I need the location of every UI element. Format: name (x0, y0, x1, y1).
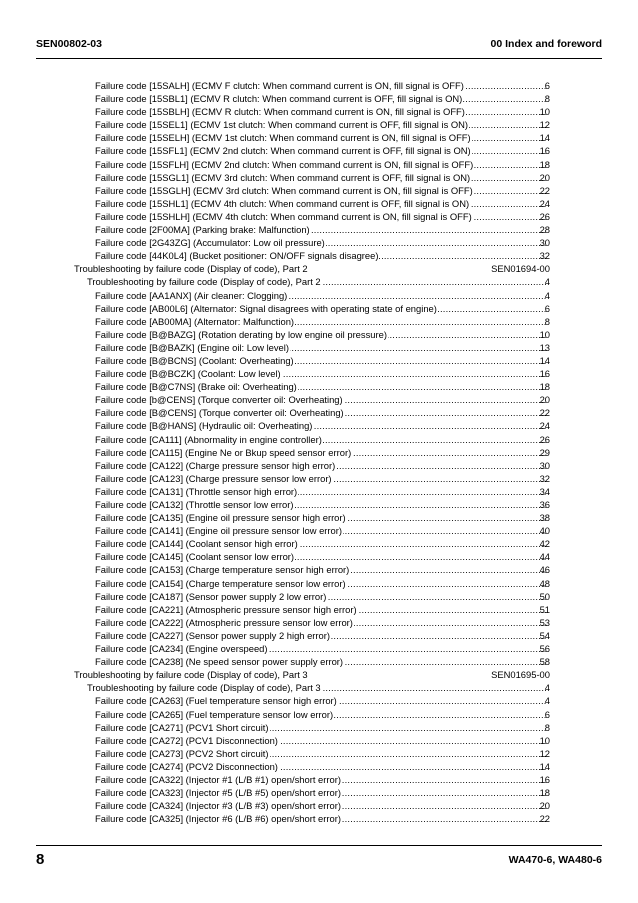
toc-entry[interactable] (0, 354, 638, 367)
toc-entry[interactable] (0, 92, 638, 105)
toc-page-number: 6 (544, 302, 550, 314)
toc-page-number: 12 (539, 747, 550, 759)
toc-entry[interactable] (0, 380, 638, 393)
toc-entry[interactable] (0, 223, 638, 236)
toc-entry[interactable] (0, 773, 638, 786)
toc-page-number: 14 (539, 132, 550, 144)
toc-page-number: 26 (539, 433, 550, 445)
toc-entry[interactable] (0, 642, 638, 655)
toc-page-number: 48 (539, 577, 550, 589)
toc-entry-label: Failure code [CA154] (Charge temperature sensor low error) (95, 577, 346, 589)
toc-entry-label: Failure code [15SGL1] (ECMV 3rd clutch: When command current is OFF, fill signal is ON) (95, 171, 471, 183)
toc-entry-label: Failure code [B@CENS] (Torque converter oil: Overheating) (95, 407, 344, 419)
toc-entry-label: Failure code [CA324] (Injector #3 (L/B #3) open/short error) (95, 800, 341, 812)
toc-entry[interactable] (0, 799, 638, 812)
toc-page-number: 36 (539, 499, 550, 510)
toc-entry[interactable] (0, 184, 638, 197)
toc-page-number: 20 (539, 394, 550, 406)
toc-page-number: 16 (539, 145, 550, 157)
toc-entry-label: Failure code [15SFLH] (ECMV 2nd clutch: When command current is ON, fill signal is OFF) (95, 158, 474, 170)
toc-entry[interactable] (0, 236, 638, 249)
toc-page-number: 8 (544, 93, 550, 105)
toc-page-number: 20 (539, 171, 550, 183)
toc-entry[interactable] (0, 105, 638, 118)
toc-page-number: 13 (539, 341, 550, 353)
toc-page-number: 14 (539, 760, 550, 772)
toc-entry[interactable] (0, 197, 638, 210)
toc-entry-label: Failure code [15SHL1] (ECMV 4th clutch: When command current is OFF, fill signal is ON) (95, 197, 470, 209)
toc-entry-label: Failure code [CA227] (Sensor power supply 2 high error) (95, 629, 331, 641)
toc-page-number: 34 (539, 485, 550, 497)
toc-entry-label: Failure code [CA322] (Injector #1 (L/B #1) open/short error) (95, 773, 341, 785)
toc-entry-label: Failure code [CA274] (PCV2 Disconnection) (95, 760, 278, 772)
toc-entry-label: Failure code [CA135] (Engine oil pressure sensor high error) (95, 512, 346, 524)
toc-entry-label: Failure code [CA273] (PCV2 Short circuit) (95, 747, 269, 759)
toc-entry-label: Troubleshooting by failure code (Display of code), Part 3 (74, 669, 308, 681)
toc-entry-label: Failure code [CA115] (Engine Ne or Bkup speed sensor error) (95, 446, 352, 458)
toc-page-number: 4 (544, 682, 550, 694)
toc-entry[interactable] (0, 590, 638, 603)
toc-page-number: 24 (539, 197, 550, 209)
toc-entry[interactable] (0, 655, 638, 668)
toc-entry[interactable] (0, 694, 638, 707)
toc-entry[interactable] (0, 681, 638, 694)
toc-page-number: 10 (539, 106, 550, 118)
toc-entry-label: Failure code [B@HANS] (Hydraulic oil: Overheating) (95, 420, 313, 432)
toc-page-number: 42 (539, 538, 550, 550)
toc-entry[interactable] (0, 79, 638, 92)
toc-entry-label: Failure code [15SBL1] (ECMV R clutch: When command current is OFF, fill signal is ON) (95, 93, 463, 105)
toc-entry-label: Troubleshooting by failure code (Display of code), Part 2 (87, 276, 321, 288)
toc-document-code: SEN01695-00 (491, 669, 550, 681)
toc-entry-label: Failure code [15SBLH] (ECMV R clutch: When command current is ON, fill signal is OFF) (95, 106, 465, 118)
toc-entry[interactable] (0, 721, 638, 734)
toc-entry-label: Failure code [B@BAZK] (Engine oil: Low level) (95, 341, 289, 353)
toc-entry-label: Failure code [CA265] (Fuel temperature sensor low error) (95, 708, 334, 720)
toc-entry[interactable] (0, 603, 638, 616)
toc-page-number: 22 (539, 813, 550, 825)
toc-entry-label: Failure code [CA325] (Injector #6 (L/B #6) open/short error) (95, 813, 341, 825)
toc-entry-label: Failure code [15SGLH] (ECMV 3rd clutch: When command current is ON, fill signal is OFF) (95, 184, 473, 196)
toc-entry[interactable] (0, 433, 638, 446)
table-of-contents (0, 79, 638, 825)
toc-page-number: 38 (539, 512, 550, 524)
toc-entry[interactable] (0, 275, 638, 288)
toc-entry-label: Failure code [CA153] (Charge temperature sensor high error) (95, 564, 350, 576)
toc-entry[interactable] (0, 616, 638, 629)
toc-entry[interactable] (0, 131, 638, 144)
toc-entry[interactable] (0, 315, 638, 328)
toc-entry[interactable] (0, 786, 638, 799)
toc-section-entry[interactable] (0, 668, 638, 681)
toc-entry-label: Failure code [CA122] (Charge pressure sensor high error) (95, 459, 336, 471)
toc-entry-label: Failure code [CA111] (Abnormality in engine controller) (95, 433, 322, 445)
toc-entry-label: Failure code [CA272] (PCV1 Disconnection) (95, 734, 278, 746)
toc-entry-label: Failure code [CA271] (PCV1 Short circuit) (95, 721, 269, 733)
toc-page-number: 4 (544, 289, 550, 301)
toc-page-number: 8 (544, 721, 550, 733)
toc-entry[interactable] (0, 367, 638, 380)
toc-entry[interactable] (0, 158, 638, 171)
toc-page-number: 44 (539, 551, 550, 563)
toc-entry-label: Failure code [15SALH] (ECMV F clutch: When command current is ON, fill signal is OFF) (95, 80, 464, 91)
toc-page-number: 29 (539, 446, 550, 458)
toc-entry[interactable] (0, 393, 638, 406)
toc-entry[interactable] (0, 210, 638, 223)
toc-page-number: 22 (539, 184, 550, 196)
page-header (36, 36, 602, 52)
toc-entry-label: Failure code [2G43ZG] (Accumulator: Low oil pressure) (95, 237, 325, 249)
toc-entry[interactable] (0, 550, 638, 563)
toc-page-number: 16 (539, 368, 550, 380)
toc-entry-label: Failure code [CA222] (Atmospheric pressure sensor low error) (95, 616, 353, 628)
toc-entry[interactable] (0, 144, 638, 157)
toc-entry-label: Failure code [CA323] (Injector #5 (L/B #5) open/short error) (95, 787, 341, 799)
toc-page-number: 14 (539, 354, 550, 366)
toc-entry-label: Failure code [CA131] (Throttle sensor high error) (95, 485, 298, 497)
toc-page-number: 10 (539, 734, 550, 746)
toc-page-number: 30 (539, 237, 550, 249)
document-id: SEN00802-03 (36, 38, 102, 50)
toc-entry-label: Failure code [AB00MA] (Alternator: Malfunction) (95, 315, 295, 327)
toc-entry[interactable] (0, 537, 638, 550)
toc-entry-label: Failure code [B@BCZK] (Coolant: Low level) (95, 368, 281, 380)
toc-document-code: SEN01694-00 (491, 263, 550, 275)
toc-page-number: 6 (544, 708, 550, 720)
toc-entry[interactable] (0, 708, 638, 721)
toc-entry-label: Failure code [CA145] (Coolant sensor low error) (95, 551, 295, 563)
toc-page-number: 16 (539, 773, 550, 785)
toc-page-number: 58 (539, 656, 550, 668)
toc-page-number: 10 (539, 328, 550, 340)
toc-entry[interactable] (0, 118, 638, 131)
toc-page-number: 8 (544, 315, 550, 327)
toc-entry[interactable] (0, 249, 638, 262)
toc-page-number: 4 (544, 695, 550, 707)
header-rule (36, 58, 602, 59)
toc-entry-label: Troubleshooting by failure code (Display of code), Part 3 (87, 682, 321, 694)
toc-entry[interactable] (0, 577, 638, 590)
toc-entry[interactable] (0, 419, 638, 432)
toc-entry[interactable] (0, 498, 638, 511)
toc-entry[interactable] (0, 511, 638, 524)
toc-page-number: 54 (539, 629, 550, 641)
toc-section-entry[interactable] (0, 262, 638, 275)
toc-page-number: 18 (539, 787, 550, 799)
toc-page-number: 50 (539, 590, 550, 602)
toc-entry-label: Failure code [B@BAZG] (Rotation derating by low engine oil pressure) (95, 328, 387, 340)
toc-page-number: 24 (539, 420, 550, 432)
toc-entry-label: Failure code [15SHLH] (ECMV 4th clutch: When command current is ON, fill signal is OFF) (95, 210, 472, 222)
toc-entry-label: Failure code [CA263] (Fuel temperature sensor high error) (95, 695, 337, 707)
toc-entry[interactable] (0, 747, 638, 760)
toc-page-number: 28 (539, 224, 550, 236)
toc-entry-label: Failure code [CA123] (Charge pressure sensor low error) (95, 472, 332, 484)
toc-entry-label: Failure code [CA221] (Atmospheric pressure sensor high error) (95, 603, 357, 615)
toc-page-number: 20 (539, 800, 550, 812)
toc-entry-label: Failure code [15SFL1] (ECMV 2nd clutch: When command current is OFF, fill signal is ON) (95, 145, 471, 157)
toc-entry-label: Failure code [B@C7NS] (Brake oil: Overheating) (95, 381, 297, 393)
toc-entry[interactable] (0, 812, 638, 825)
toc-entry-label: Failure code [AB00L6] (Alternator: Signal disagrees with operating state of engine) (95, 302, 437, 314)
model-names: WA470-6, WA480-6 (508, 854, 602, 866)
toc-entry[interactable] (0, 328, 638, 341)
toc-page-number: 53 (539, 616, 550, 628)
toc-entry[interactable] (0, 302, 638, 315)
toc-page-number: 18 (539, 381, 550, 393)
toc-entry[interactable] (0, 760, 638, 773)
toc-entry[interactable] (0, 459, 638, 472)
toc-page-number: 4 (544, 276, 550, 288)
toc-entry[interactable] (0, 524, 638, 537)
toc-entry[interactable] (0, 289, 638, 302)
toc-page-number: 46 (539, 564, 550, 576)
toc-entry[interactable] (0, 734, 638, 747)
toc-entry[interactable] (0, 406, 638, 419)
page-footer (36, 851, 602, 871)
toc-page-number: 26 (539, 210, 550, 222)
toc-page-number: 18 (539, 158, 550, 170)
toc-page-number: 32 (539, 250, 550, 262)
toc-entry-label: Failure code [b@CENS] (Torque converter oil: Overheating) (95, 394, 343, 406)
footer-rule (36, 845, 602, 846)
toc-page-number: 30 (539, 459, 550, 471)
toc-entry-label: Failure code [CA132] (Throttle sensor low error) (95, 499, 294, 510)
toc-page-number: 32 (539, 472, 550, 484)
toc-entry[interactable] (0, 472, 638, 485)
toc-entry-label: Failure code [2F00MA] (Parking brake: Malfunction) (95, 224, 310, 236)
toc-page-number: 6 (544, 80, 550, 91)
toc-entry-label: Failure code [CA187] (Sensor power supply 2 low error) (95, 590, 327, 602)
toc-entry-label: Failure code [AA1ANX] (Air cleaner: Clogging) (95, 289, 288, 301)
toc-page-number: 51 (539, 603, 550, 615)
toc-page-number: 40 (539, 525, 550, 537)
toc-entry-label: Failure code [CA234] (Engine overspeed) (95, 643, 268, 655)
toc-entry[interactable] (0, 563, 638, 576)
toc-entry[interactable] (0, 341, 638, 354)
toc-entry-label: Failure code [B@BCNS] (Coolant: Overheating) (95, 354, 294, 366)
toc-entry[interactable] (0, 446, 638, 459)
section-title: 00 Index and foreword (490, 38, 602, 50)
toc-entry[interactable] (0, 485, 638, 498)
toc-entry[interactable] (0, 171, 638, 184)
toc-page-number: 22 (539, 407, 550, 419)
toc-entry-label: Failure code [15SELH] (ECMV 1st clutch: When command current is ON, fill signal is OFF) (95, 132, 471, 144)
toc-entry-label: Failure code [CA238] (Ne speed sensor power supply error) (95, 656, 344, 668)
toc-entry-label: Failure code [44K0L4] (Bucket positioner: ON/OFF signals disagree) (95, 250, 379, 262)
toc-entry-label: Failure code [CA144] (Coolant sensor high error) (95, 538, 298, 550)
toc-entry[interactable] (0, 629, 638, 642)
toc-entry-label: Failure code [CA141] (Engine oil pressure sensor low error) (95, 525, 342, 537)
toc-page-number: 12 (539, 119, 550, 131)
toc-entry-label: Failure code [15SEL1] (ECMV 1st clutch: When command current is OFF, fill signal is ON) (95, 119, 469, 131)
toc-entry-label: Troubleshooting by failure code (Display of code), Part 2 (74, 263, 308, 275)
toc-page-number: 56 (539, 643, 550, 655)
page-number: 8 (36, 851, 45, 868)
